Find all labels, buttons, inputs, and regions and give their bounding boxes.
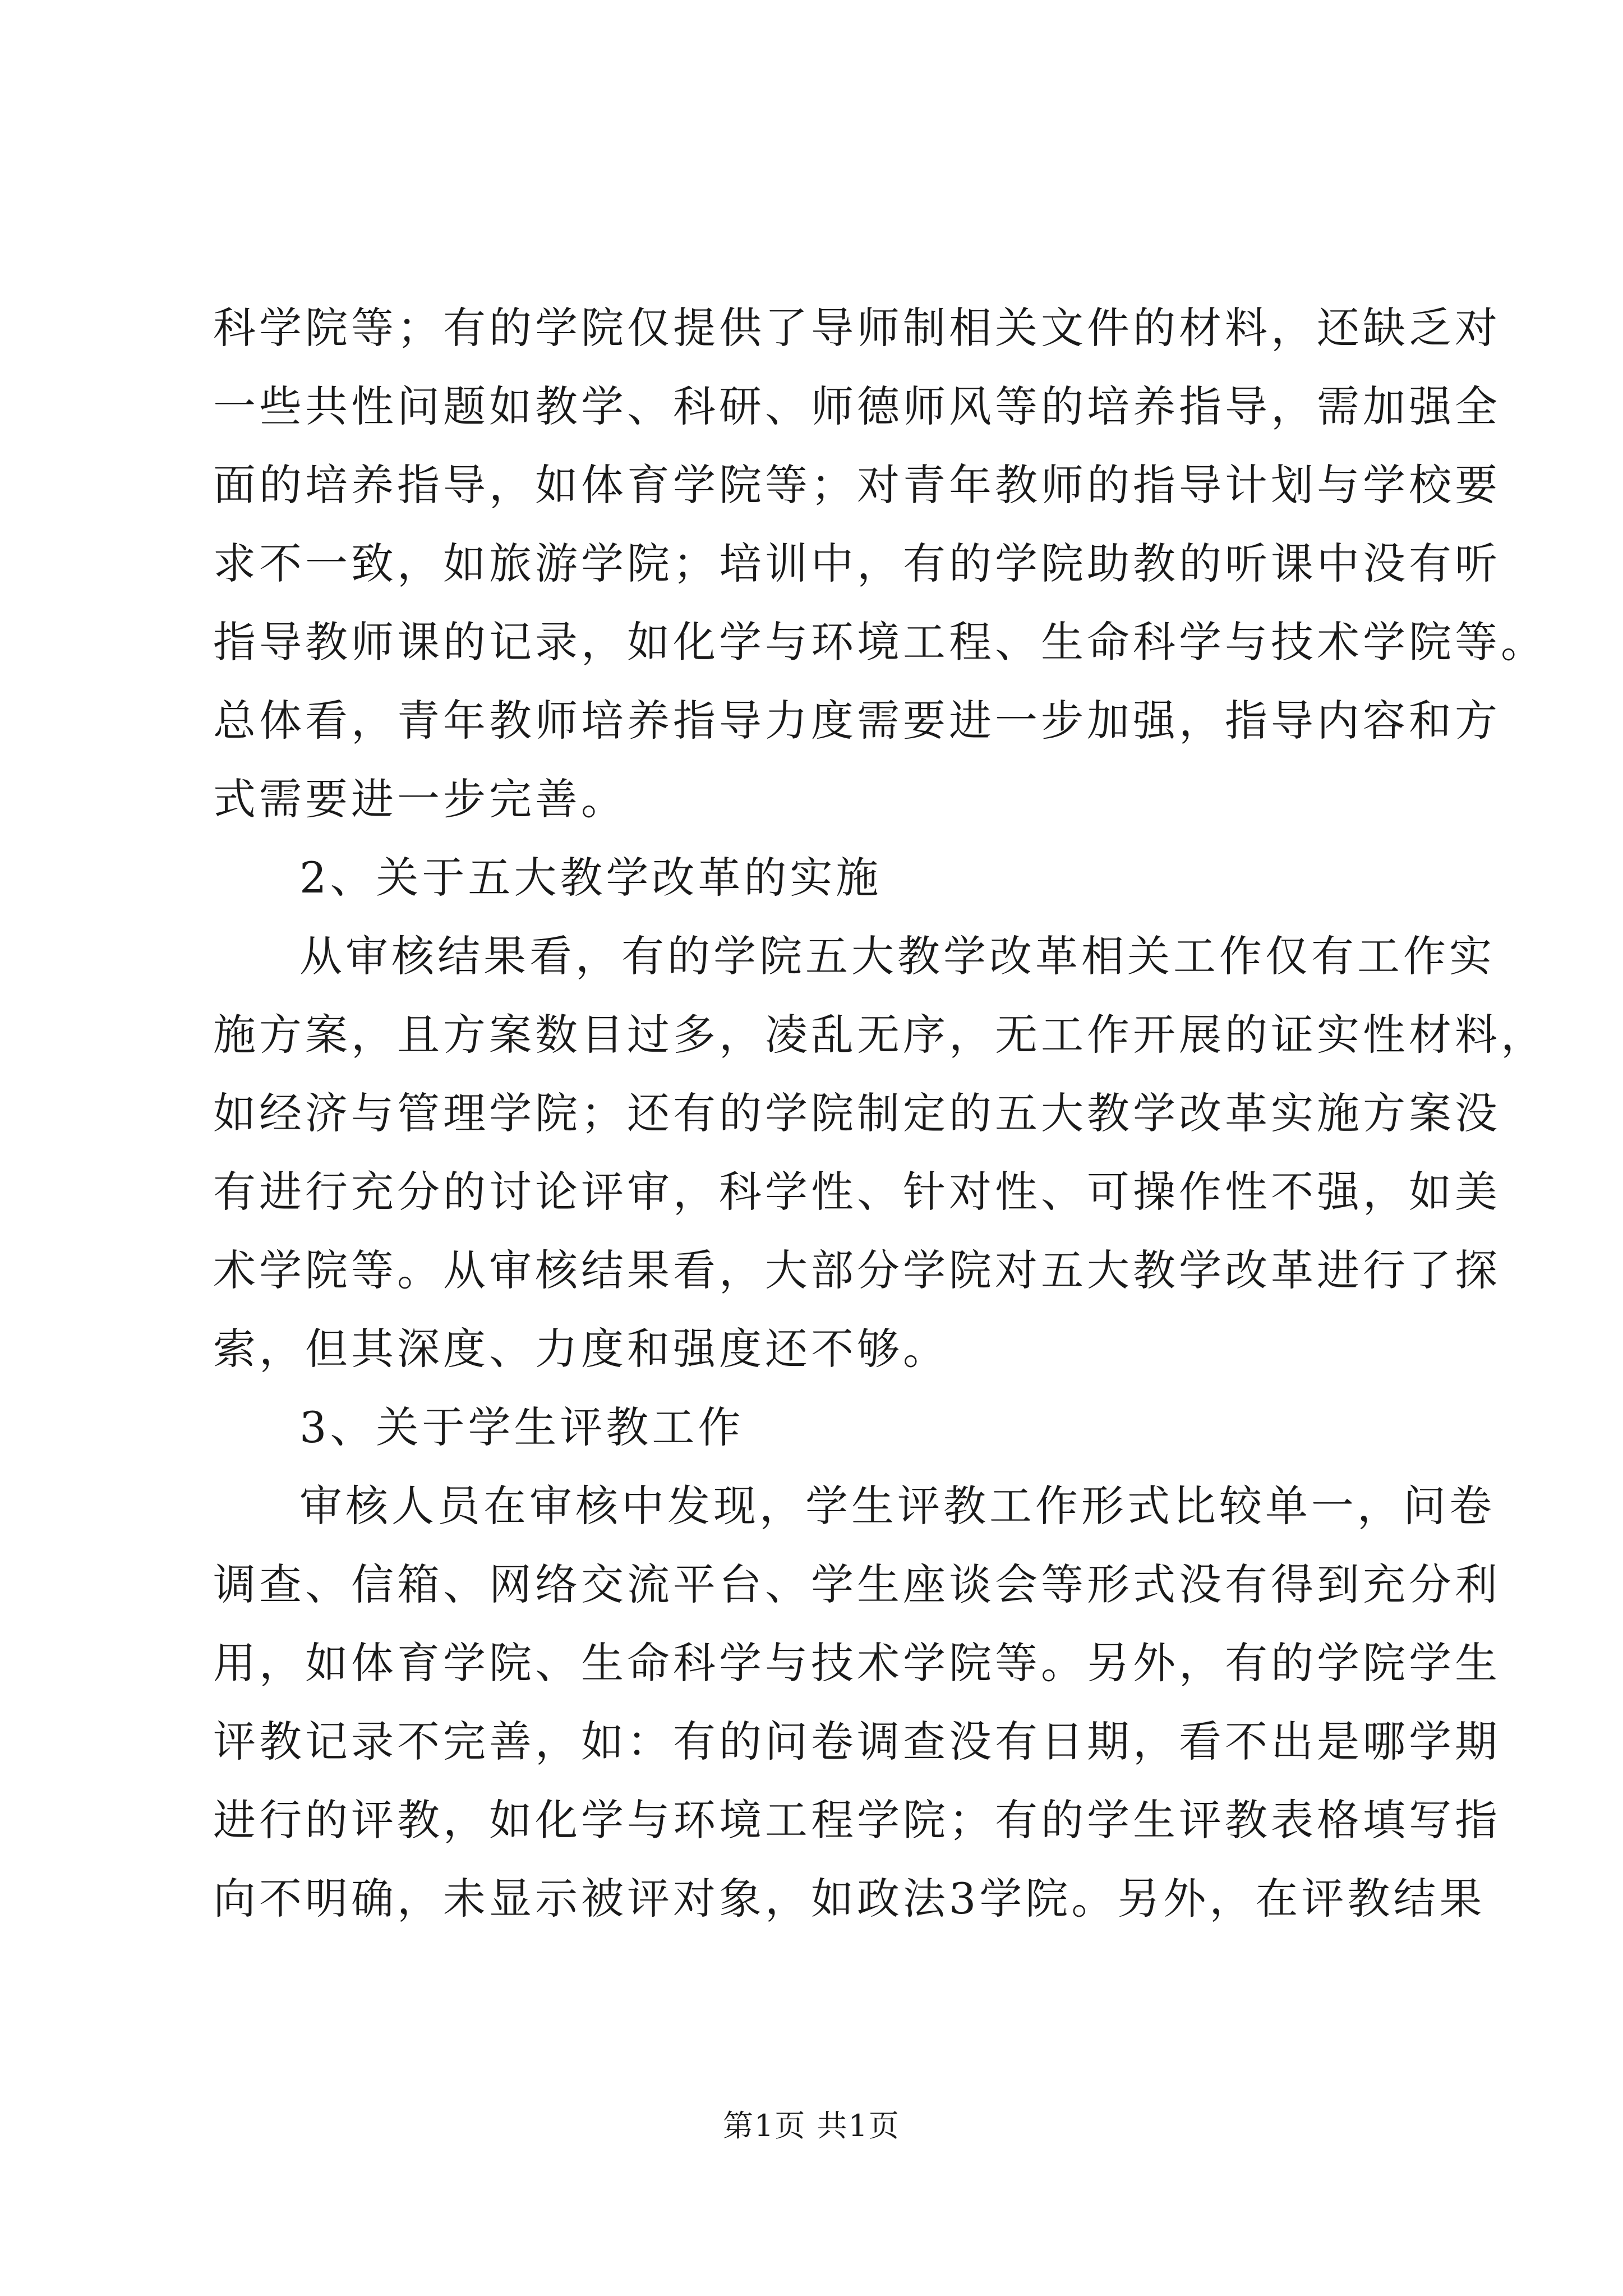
- text-line: 调查、信箱、网络交流平台、学生座谈会等形式没有得到充分利: [213, 1559, 1501, 1609]
- paragraph-first-line: 审核人员在审核中发现，学生评教工作形式比较单一，问卷: [299, 1481, 1495, 1531]
- text-line: 施方案，且方案数目过多，凌乱无序，无工作开展的证实性材料，: [213, 1010, 1547, 1060]
- text-line: 进行的评教，如化学与环境工程学院；有的学生评教表格填写指: [213, 1795, 1501, 1845]
- text-line: 索，但其深度、力度和强度还不够。: [213, 1324, 949, 1374]
- text-line: 术学院等。从审核结果看，大部分学院对五大教学改革进行了探: [213, 1245, 1501, 1295]
- text-line: 求不一致，如旅游学院；培训中，有的学院助教的听课中没有听: [213, 539, 1501, 588]
- text-line: 总体看，青年教师培养指导力度需要进一步加强，指导内容和方: [213, 696, 1501, 746]
- text-line: 式需要进一步完善。: [213, 774, 627, 824]
- paragraph-first-line: 从审核结果看，有的学院五大教学改革相关工作仅有工作实: [299, 931, 1495, 981]
- text-line: 用，如体育学院、生命科学与技术学院等。另外，有的学院学生: [213, 1638, 1501, 1688]
- text-line: 面的培养指导，如体育学院等；对青年教师的指导计划与学校要: [213, 460, 1501, 510]
- section-heading: 3、关于学生评教工作: [299, 1402, 744, 1452]
- document-body: [213, 289, 1547, 1938]
- text-line: 科学院等；有的学院仅提供了导师制相关文件的材料，还缺乏对: [213, 303, 1501, 353]
- text-line: 一些共性问题如教学、科研、师德师风等的培养指导，需加强全: [213, 381, 1501, 431]
- text-line: 如经济与管理学院；还有的学院制定的五大教学改革实施方案没: [213, 1088, 1501, 1138]
- text-line: 向不明确，未显示被评对象，如政法3学院。另外，在评教结果: [213, 1874, 1486, 1924]
- section-heading: 2、关于五大教学改革的实施: [299, 853, 882, 903]
- text-line: 有进行充分的讨论评审，科学性、针对性、可操作性不强，如美: [213, 1167, 1501, 1217]
- text-line: 指导教师课的记录，如化学与环境工程、生命科学与技术学院等。: [213, 617, 1547, 667]
- text-line: 评教记录不完善，如：有的问卷调查没有日期，看不出是哪学期: [213, 1717, 1501, 1766]
- page-footer: 第1页 共1页: [723, 2108, 900, 2143]
